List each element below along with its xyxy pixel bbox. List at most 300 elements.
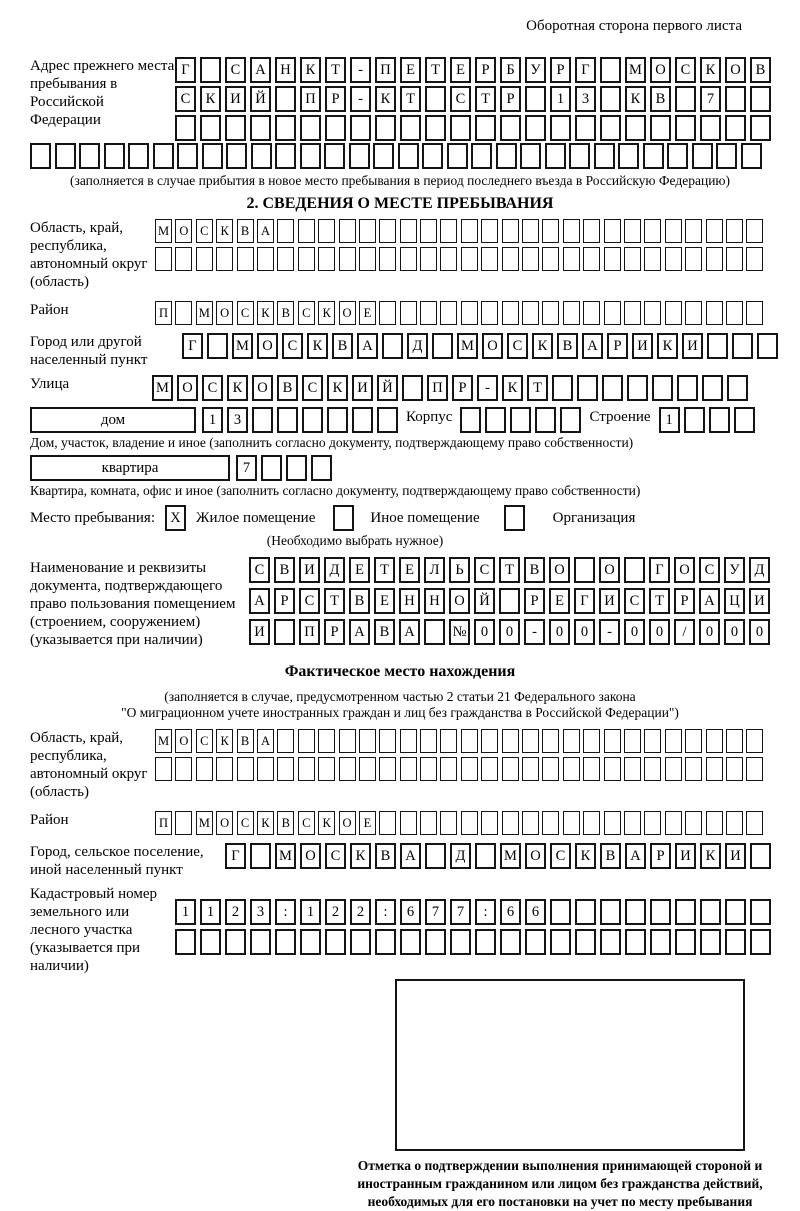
char-box[interactable]: А (257, 219, 274, 243)
char-box[interactable]: 0 (549, 619, 570, 645)
char-box[interactable] (706, 219, 723, 243)
char-box[interactable] (604, 247, 621, 271)
char-box[interactable] (425, 843, 446, 869)
char-box[interactable] (352, 407, 373, 433)
char-box[interactable]: Т (325, 57, 346, 83)
char-box[interactable]: Р (550, 57, 571, 83)
char-box[interactable] (684, 407, 705, 433)
document-row-3[interactable] (249, 619, 770, 645)
char-box[interactable]: В (237, 729, 254, 753)
char-box[interactable] (302, 407, 323, 433)
char-box[interactable] (702, 375, 723, 401)
char-box[interactable]: О (175, 729, 192, 753)
char-box[interactable] (275, 115, 296, 141)
char-box[interactable]: Р (452, 375, 473, 401)
char-box[interactable]: К (227, 375, 248, 401)
char-box[interactable] (440, 757, 457, 781)
char-box[interactable]: П (300, 86, 321, 112)
char-box[interactable]: : (475, 899, 496, 925)
char-box[interactable] (624, 247, 641, 271)
char-box[interactable] (382, 333, 403, 359)
char-box[interactable] (600, 115, 621, 141)
char-box[interactable] (481, 219, 498, 243)
char-box[interactable] (318, 247, 335, 271)
char-box[interactable]: Е (374, 588, 395, 614)
checkbox-other-premises[interactable] (333, 505, 354, 531)
char-box[interactable] (425, 929, 446, 955)
char-box[interactable] (600, 929, 621, 955)
char-box[interactable]: С (175, 86, 196, 112)
char-box[interactable] (175, 115, 196, 141)
char-box[interactable] (706, 811, 723, 835)
char-box[interactable]: М (500, 843, 521, 869)
char-box[interactable]: В (349, 588, 370, 614)
char-box[interactable] (318, 729, 335, 753)
char-box[interactable] (706, 301, 723, 325)
char-box[interactable]: К (502, 375, 523, 401)
char-box[interactable] (522, 219, 539, 243)
char-box[interactable] (600, 57, 621, 83)
char-box[interactable]: Т (527, 375, 548, 401)
char-box[interactable]: - (477, 375, 498, 401)
char-box[interactable]: 7 (236, 455, 257, 481)
char-box[interactable] (677, 375, 698, 401)
char-box[interactable] (563, 729, 580, 753)
char-box[interactable] (485, 407, 506, 433)
char-box[interactable]: О (216, 301, 233, 325)
char-box[interactable] (545, 143, 566, 169)
char-box[interactable] (481, 301, 498, 325)
char-box[interactable] (644, 247, 661, 271)
char-box[interactable] (575, 115, 596, 141)
char-box[interactable] (725, 929, 746, 955)
char-box[interactable]: Т (374, 557, 395, 583)
char-box[interactable]: Т (425, 57, 446, 83)
char-box[interactable]: 0 (624, 619, 645, 645)
char-box[interactable] (675, 86, 696, 112)
char-box[interactable]: К (700, 843, 721, 869)
char-box[interactable] (700, 929, 721, 955)
char-box[interactable] (379, 757, 396, 781)
char-box[interactable]: К (625, 86, 646, 112)
char-box[interactable] (375, 929, 396, 955)
char-box[interactable] (624, 301, 641, 325)
char-box[interactable] (685, 729, 702, 753)
char-box[interactable] (574, 557, 595, 583)
char-box[interactable] (400, 757, 417, 781)
char-box[interactable] (422, 143, 443, 169)
char-box[interactable] (685, 219, 702, 243)
char-box[interactable] (286, 455, 307, 481)
char-box[interactable]: Т (400, 86, 421, 112)
char-box[interactable]: 0 (649, 619, 670, 645)
char-box[interactable]: Р (325, 86, 346, 112)
char-box[interactable]: О (257, 333, 278, 359)
char-box[interactable]: И (725, 843, 746, 869)
char-box[interactable]: В (375, 843, 396, 869)
char-box[interactable] (522, 811, 539, 835)
char-box[interactable] (274, 619, 295, 645)
char-box[interactable]: О (482, 333, 503, 359)
char-box[interactable] (725, 86, 746, 112)
char-box[interactable] (502, 247, 519, 271)
char-box[interactable] (175, 811, 192, 835)
region-row-1[interactable] (155, 219, 763, 243)
char-box[interactable]: - (599, 619, 620, 645)
district-row[interactable] (155, 301, 763, 325)
char-box[interactable] (400, 301, 417, 325)
stroenie-row[interactable] (659, 407, 755, 433)
char-box[interactable] (461, 301, 478, 325)
char-box[interactable] (732, 333, 753, 359)
char-box[interactable]: М (625, 57, 646, 83)
char-box[interactable]: С (302, 375, 323, 401)
char-box[interactable] (500, 115, 521, 141)
char-box[interactable] (624, 757, 641, 781)
char-box[interactable]: № (449, 619, 470, 645)
prev-address-row-1[interactable] (175, 57, 771, 83)
char-box[interactable] (373, 143, 394, 169)
char-box[interactable] (542, 219, 559, 243)
char-box[interactable] (706, 757, 723, 781)
char-box[interactable]: 7 (450, 899, 471, 925)
char-box[interactable]: И (225, 86, 246, 112)
char-box[interactable] (420, 757, 437, 781)
char-box[interactable]: С (196, 219, 213, 243)
char-box[interactable]: 1 (300, 899, 321, 925)
char-box[interactable]: К (532, 333, 553, 359)
char-box[interactable]: У (525, 57, 546, 83)
char-box[interactable] (706, 729, 723, 753)
char-box[interactable] (350, 115, 371, 141)
char-box[interactable] (461, 811, 478, 835)
checkbox-organization[interactable] (504, 505, 525, 531)
char-box[interactable] (550, 899, 571, 925)
char-box[interactable] (325, 929, 346, 955)
char-box[interactable]: И (682, 333, 703, 359)
char-box[interactable] (563, 301, 580, 325)
char-box[interactable] (298, 729, 315, 753)
char-box[interactable] (624, 729, 641, 753)
char-box[interactable]: Г (225, 843, 246, 869)
char-box[interactable] (522, 247, 539, 271)
char-box[interactable]: В (274, 557, 295, 583)
char-box[interactable] (359, 219, 376, 243)
char-box[interactable]: С (225, 57, 246, 83)
char-box[interactable] (251, 143, 272, 169)
char-box[interactable]: Е (450, 57, 471, 83)
char-box[interactable] (625, 115, 646, 141)
char-box[interactable]: И (352, 375, 373, 401)
char-box[interactable]: Г (182, 333, 203, 359)
char-box[interactable]: : (375, 899, 396, 925)
char-box[interactable] (644, 219, 661, 243)
char-box[interactable] (624, 557, 645, 583)
char-box[interactable] (741, 143, 762, 169)
char-box[interactable]: О (339, 811, 356, 835)
char-box[interactable]: Т (499, 557, 520, 583)
char-box[interactable] (277, 407, 298, 433)
char-box[interactable]: 3 (575, 86, 596, 112)
char-box[interactable]: О (674, 557, 695, 583)
char-box[interactable] (525, 86, 546, 112)
char-box[interactable] (196, 757, 213, 781)
char-box[interactable] (563, 219, 580, 243)
char-box[interactable] (602, 375, 623, 401)
char-box[interactable] (600, 86, 621, 112)
char-box[interactable]: К (200, 86, 221, 112)
char-box[interactable] (216, 757, 233, 781)
char-box[interactable]: Р (674, 588, 695, 614)
char-box[interactable] (618, 143, 639, 169)
char-box[interactable]: О (177, 375, 198, 401)
char-box[interactable] (583, 219, 600, 243)
city-row[interactable] (182, 333, 778, 359)
char-box[interactable] (300, 115, 321, 141)
char-box[interactable]: 3 (227, 407, 248, 433)
char-box[interactable] (709, 407, 730, 433)
char-box[interactable]: 1 (659, 407, 680, 433)
char-box[interactable]: С (450, 86, 471, 112)
char-box[interactable] (644, 301, 661, 325)
char-box[interactable]: И (749, 588, 770, 614)
char-box[interactable]: В (277, 301, 294, 325)
char-box[interactable] (502, 757, 519, 781)
char-box[interactable] (250, 929, 271, 955)
char-box[interactable]: Й (250, 86, 271, 112)
char-box[interactable]: И (675, 843, 696, 869)
char-box[interactable]: М (155, 219, 172, 243)
char-box[interactable] (339, 247, 356, 271)
char-box[interactable] (225, 929, 246, 955)
char-box[interactable]: С (249, 557, 270, 583)
char-box[interactable] (502, 219, 519, 243)
char-box[interactable] (461, 219, 478, 243)
house-number-row[interactable] (202, 407, 398, 433)
char-box[interactable]: Т (324, 588, 345, 614)
char-box[interactable] (510, 407, 531, 433)
char-box[interactable]: М (155, 729, 172, 753)
char-box[interactable]: С (299, 588, 320, 614)
char-box[interactable]: О (725, 57, 746, 83)
char-box[interactable] (207, 333, 228, 359)
char-box[interactable] (55, 143, 76, 169)
char-box[interactable]: О (650, 57, 671, 83)
char-box[interactable] (746, 247, 763, 271)
char-box[interactable]: П (427, 375, 448, 401)
char-box[interactable] (624, 811, 641, 835)
char-box[interactable] (440, 729, 457, 753)
char-box[interactable] (542, 301, 559, 325)
char-box[interactable]: 1 (550, 86, 571, 112)
char-box[interactable] (339, 757, 356, 781)
char-box[interactable]: О (300, 843, 321, 869)
char-box[interactable]: О (549, 557, 570, 583)
char-box[interactable] (500, 929, 521, 955)
char-box[interactable] (400, 729, 417, 753)
korpus-row[interactable] (460, 407, 581, 433)
char-box[interactable]: Н (275, 57, 296, 83)
char-box[interactable] (643, 143, 664, 169)
char-box[interactable] (424, 619, 445, 645)
char-box[interactable] (750, 843, 771, 869)
char-box[interactable] (153, 143, 174, 169)
char-box[interactable] (726, 301, 743, 325)
char-box[interactable] (542, 757, 559, 781)
char-box[interactable] (257, 247, 274, 271)
char-box[interactable] (685, 247, 702, 271)
char-box[interactable]: С (196, 729, 213, 753)
char-box[interactable]: П (155, 811, 172, 835)
char-box[interactable] (202, 143, 223, 169)
char-box[interactable] (400, 811, 417, 835)
char-box[interactable]: К (257, 301, 274, 325)
char-box[interactable]: Л (424, 557, 445, 583)
char-box[interactable] (318, 757, 335, 781)
char-box[interactable]: О (252, 375, 273, 401)
char-box[interactable] (665, 757, 682, 781)
char-box[interactable] (420, 811, 437, 835)
char-box[interactable] (716, 143, 737, 169)
char-box[interactable]: К (318, 811, 335, 835)
region-row-2[interactable] (155, 247, 763, 271)
char-box[interactable]: В (600, 843, 621, 869)
char-box[interactable]: Р (475, 57, 496, 83)
char-box[interactable] (583, 247, 600, 271)
char-box[interactable]: В (237, 219, 254, 243)
char-box[interactable] (604, 729, 621, 753)
char-box[interactable] (583, 757, 600, 781)
char-box[interactable] (502, 301, 519, 325)
char-box[interactable] (757, 333, 778, 359)
char-box[interactable]: Р (274, 588, 295, 614)
char-box[interactable]: 0 (699, 619, 720, 645)
char-box[interactable] (432, 333, 453, 359)
char-box[interactable] (377, 407, 398, 433)
char-box[interactable]: А (257, 729, 274, 753)
char-box[interactable]: К (327, 375, 348, 401)
char-box[interactable] (447, 143, 468, 169)
char-box[interactable] (359, 247, 376, 271)
char-box[interactable] (325, 115, 346, 141)
prev-address-row-2[interactable] (175, 86, 771, 112)
char-box[interactable] (30, 143, 51, 169)
char-box[interactable] (644, 729, 661, 753)
char-box[interactable] (563, 757, 580, 781)
char-box[interactable] (550, 115, 571, 141)
char-box[interactable] (261, 455, 282, 481)
char-box[interactable] (252, 407, 273, 433)
char-box[interactable]: 1 (202, 407, 223, 433)
char-box[interactable] (277, 219, 294, 243)
char-box[interactable] (440, 247, 457, 271)
char-box[interactable]: 2 (350, 899, 371, 925)
char-box[interactable]: М (232, 333, 253, 359)
char-box[interactable] (475, 929, 496, 955)
char-box[interactable] (440, 301, 457, 325)
char-box[interactable] (298, 757, 315, 781)
char-box[interactable] (298, 219, 315, 243)
char-box[interactable]: С (237, 301, 254, 325)
char-box[interactable] (522, 729, 539, 753)
char-box[interactable]: 6 (500, 899, 521, 925)
char-box[interactable]: П (375, 57, 396, 83)
char-box[interactable] (502, 729, 519, 753)
char-box[interactable]: М (152, 375, 173, 401)
char-box[interactable]: А (249, 588, 270, 614)
char-box[interactable]: К (318, 301, 335, 325)
char-box[interactable]: А (250, 57, 271, 83)
char-box[interactable] (604, 301, 621, 325)
char-box[interactable]: О (449, 588, 470, 614)
char-box[interactable] (726, 219, 743, 243)
char-box[interactable]: В (650, 86, 671, 112)
char-box[interactable] (481, 247, 498, 271)
char-box[interactable] (726, 247, 743, 271)
char-box[interactable] (665, 219, 682, 243)
char-box[interactable] (502, 811, 519, 835)
char-box[interactable]: 0 (499, 619, 520, 645)
char-box[interactable]: 1 (175, 899, 196, 925)
char-box[interactable]: С (298, 301, 315, 325)
char-box[interactable]: М (196, 811, 213, 835)
char-box[interactable] (250, 843, 271, 869)
char-box[interactable]: П (299, 619, 320, 645)
char-box[interactable]: Е (359, 301, 376, 325)
char-box[interactable] (594, 143, 615, 169)
char-box[interactable] (277, 729, 294, 753)
char-box[interactable] (339, 729, 356, 753)
char-box[interactable]: Е (399, 557, 420, 583)
char-box[interactable] (542, 811, 559, 835)
char-box[interactable]: Б (500, 57, 521, 83)
char-box[interactable] (175, 301, 192, 325)
char-box[interactable]: 2 (225, 899, 246, 925)
char-box[interactable] (155, 757, 172, 781)
char-box[interactable] (379, 811, 396, 835)
char-box[interactable] (425, 115, 446, 141)
cadastre-row-1[interactable] (175, 899, 771, 925)
char-box[interactable]: А (625, 843, 646, 869)
char-box[interactable] (625, 899, 646, 925)
char-box[interactable]: В (524, 557, 545, 583)
char-box[interactable] (650, 929, 671, 955)
char-box[interactable] (569, 143, 590, 169)
char-box[interactable] (318, 219, 335, 243)
char-box[interactable] (725, 115, 746, 141)
char-box[interactable] (675, 899, 696, 925)
char-box[interactable] (650, 899, 671, 925)
char-box[interactable] (734, 407, 755, 433)
char-box[interactable]: - (524, 619, 545, 645)
char-box[interactable] (542, 729, 559, 753)
char-box[interactable] (200, 115, 221, 141)
char-box[interactable] (298, 247, 315, 271)
char-box[interactable]: В (557, 333, 578, 359)
char-box[interactable]: А (400, 843, 421, 869)
char-box[interactable]: Т (649, 588, 670, 614)
char-box[interactable] (520, 143, 541, 169)
char-box[interactable]: Д (407, 333, 428, 359)
char-box[interactable]: О (599, 557, 620, 583)
char-box[interactable] (200, 57, 221, 83)
char-box[interactable] (665, 729, 682, 753)
char-box[interactable]: С (550, 843, 571, 869)
char-box[interactable] (746, 219, 763, 243)
char-box[interactable] (700, 115, 721, 141)
char-box[interactable] (275, 929, 296, 955)
char-box[interactable]: С (675, 57, 696, 83)
